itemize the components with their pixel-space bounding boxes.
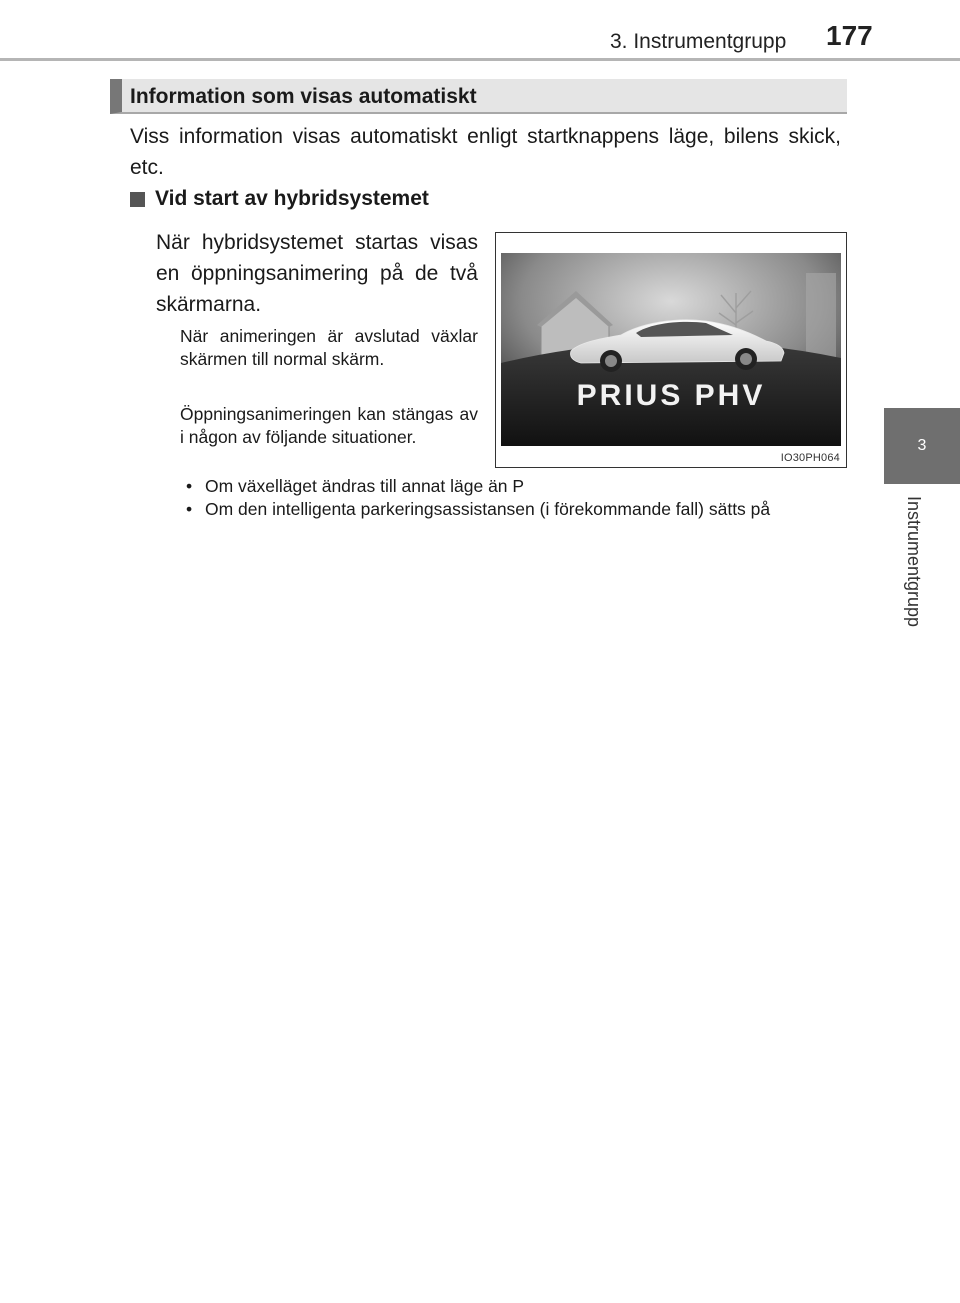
figure-code: IO30PH064 xyxy=(780,452,840,464)
list-item xyxy=(180,498,841,521)
bullet-list xyxy=(180,475,841,521)
list-item-text: Om den intelligenta parkeringsassistansen (i förekommande fall) sätts på xyxy=(205,499,771,519)
body-paragraph: När hybridsystemet startas visas en öppningsanimering på de två skärmarna. xyxy=(156,231,478,316)
opening-animation-image xyxy=(501,253,841,446)
opening-animation-illustration xyxy=(501,253,841,446)
note-paragraph-2: Öppningsanimeringen kan stängas av i någon av följande situationer. xyxy=(180,404,478,447)
header-section-title: 3. Instrumentgrupp xyxy=(610,30,787,53)
figure-opening-animation xyxy=(495,232,847,468)
prius-phv-logo: PRIUS PHV xyxy=(576,379,766,412)
chapter-tab xyxy=(884,408,960,484)
list-item-text: Om växelläget ändras till annat läge än P xyxy=(205,476,525,496)
header-rule xyxy=(0,58,960,61)
section-heading: Information som visas automatiskt xyxy=(110,79,847,114)
bullet-dot-icon: • xyxy=(186,499,193,519)
list-item xyxy=(180,475,841,498)
bullet-dot-icon: • xyxy=(186,476,193,496)
chapter-label: Instrumentgrupp xyxy=(904,496,924,628)
page-number: 177 xyxy=(826,20,873,51)
subheading-text: Vid start av hybridsystemet xyxy=(155,187,429,210)
subheading xyxy=(130,187,429,211)
intro-paragraph: Viss information visas automatiskt enligt startknappens läge, bilens skick, etc. xyxy=(130,125,841,179)
chapter-number: 3 xyxy=(917,437,927,454)
note-paragraph-1: När animeringen är avslutad växlar skärmen till normal skärm. xyxy=(180,326,478,369)
square-bullet-icon xyxy=(130,192,145,207)
